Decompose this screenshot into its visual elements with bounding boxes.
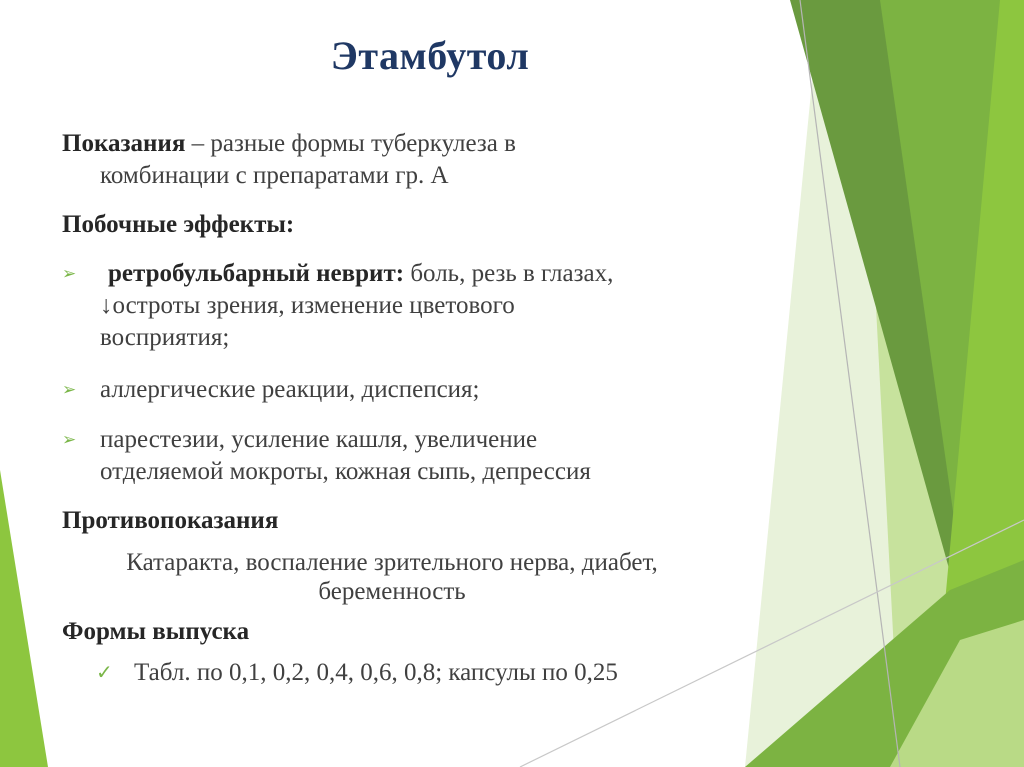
side-effect-item-1 (100, 258, 740, 354)
slide-title: Этамбутол (330, 33, 530, 78)
indications-paragraph (62, 128, 762, 192)
contraindications-text (62, 548, 722, 606)
contraindications-line2: беременность (318, 578, 466, 605)
indications-text-line1: – разные формы туберкулеза в (185, 130, 516, 157)
side-effect-item-3 (100, 424, 740, 488)
arrow-bullet-icon: ➢ (62, 264, 77, 283)
release-forms-item: Табл. по 0,1, 0,2, 0,4, 0,6, 0,8; капсулы по 0,25 (134, 659, 618, 686)
side-effect-1-line1: боль, резь в глазах, (404, 260, 614, 287)
side-effect-item-2: аллергические реакции, диспепсия; (100, 376, 480, 403)
check-bullet-icon: ✓ (96, 662, 113, 684)
contraindications-heading: Противопоказания (62, 507, 279, 534)
side-effect-3-line1: парестезии, усиление кашля, увеличение (100, 426, 538, 453)
side-effect-1-line2: ↓остроты зрения, изменение цветового (100, 292, 515, 319)
arrow-bullet-icon: ➢ (62, 380, 77, 399)
side-effect-1-line3: восприятия; (100, 324, 230, 351)
indications-label: Показания (62, 130, 186, 157)
arrow-bullet-icon: ➢ (62, 430, 77, 449)
side-effect-1-bold: ретробульбарный неврит: (108, 260, 405, 287)
contraindications-line1: Катаракта, воспаление зрительного нерва, диабет, (126, 549, 658, 576)
side-effect-3-line2: отделяемой мокроты, кожная сыпь, депрессия (100, 458, 591, 485)
release-forms-heading: Формы выпуска (62, 618, 250, 645)
indications-text-line2: комбинации с препаратами гр. А (100, 162, 449, 189)
side-effects-heading: Побочные эффекты: (62, 211, 295, 238)
